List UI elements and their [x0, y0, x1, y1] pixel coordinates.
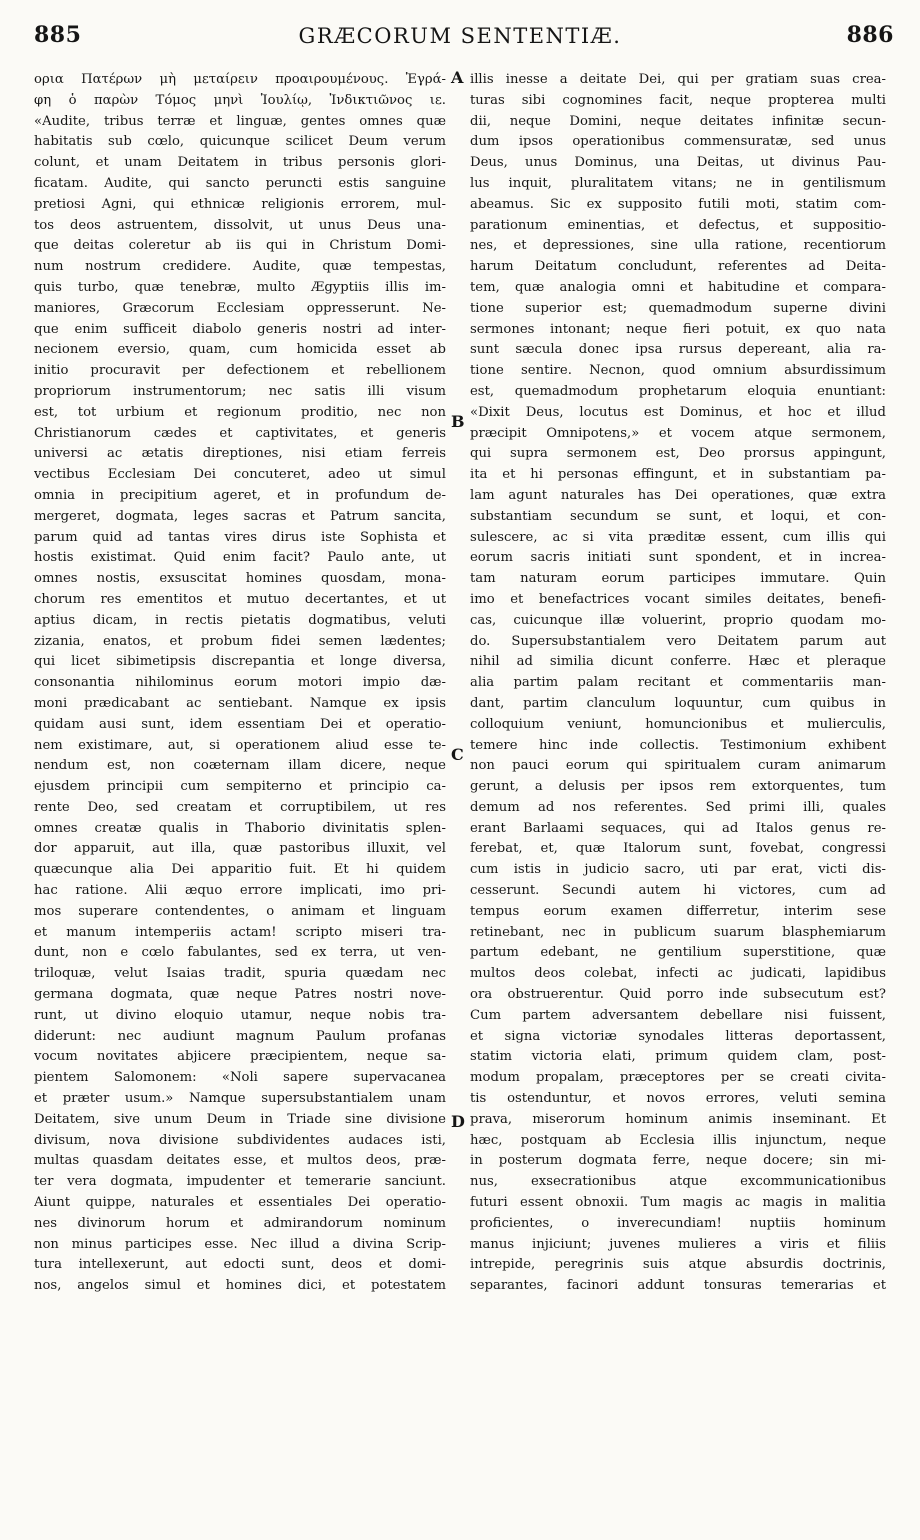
text-line: germana dogmata, quæ neque Patres nostri nove- [34, 987, 446, 1003]
text-line: sulescere, ac si vita præditæ essent, cum illis qui [470, 529, 886, 545]
right-column [470, 70, 886, 1532]
text-line: dum ipsos operationibus commensuratæ, sed unus [470, 134, 886, 150]
text-line: Deitatem, sive unum Deum in Triade sine divisione [34, 1111, 446, 1127]
text-line: mos superare contendentes, o animam et linguam [34, 903, 446, 919]
right-column-text [470, 70, 886, 1297]
text-line: hac ratione. Alii æquo errore implicati, imo pri- [34, 883, 446, 899]
text-line: hostis existimat. Quid enim facit? Paulo ante, ut [34, 550, 446, 566]
text-line: nos, angelos simul et homines dici, et potestatem [34, 1278, 446, 1294]
page-number-right: 886 [846, 22, 894, 48]
text-line: tem, quæ analogia omni et habitudine et compara- [470, 279, 886, 295]
section-marker-b: B [451, 412, 465, 431]
text-line: vocum novitates abjicere præcipientem, neque sa- [34, 1049, 446, 1065]
text-line: runt, ut divino eloquio utamur, neque nobis tra- [34, 1007, 446, 1023]
text-line: hæc, postquam ab Ecclesia illis injunctum, neque [470, 1132, 886, 1148]
text-line: Christianorum cædes et captivitates, et generis [34, 425, 446, 441]
text-line: cesserunt. Secundi autem hi victores, cum ad [470, 883, 886, 899]
text-line: rente Deo, sed creatam et corruptibilem, ut res [34, 799, 446, 815]
text-line: sunt sæcula donec ipsa rursus depereant, alia ra- [470, 342, 886, 358]
text-line: retinebant, nec in publicum suarum blasphemiarum [470, 924, 886, 940]
text-line: eorum sacris initiati sunt spondent, et in increa- [470, 550, 886, 566]
text-line: tam naturam eorum participes immutare. Quin [470, 571, 886, 587]
text-line: moni prædicabant ac sentiebant. Namque ex ipsis [34, 695, 446, 711]
text-line: dor apparuit, aut illa, quæ pastoribus illuxit, vel [34, 841, 446, 857]
text-line: substantiam secundum se sunt, et loqui, et con- [470, 508, 886, 524]
text-line: φη ὁ παρὼν Τόμος μηνὶ Ἰουλίῳ, Ἰνδικτιῶνος ιε. [34, 92, 446, 108]
text-line: harum Deitatum concludunt, referentes ad Deita- [470, 259, 886, 275]
text-line: ficatam. Audite, qui sancto peruncti estis sanguine [34, 175, 446, 191]
text-line: «Audite, tribus terræ et linguæ, gentes omnes quæ [34, 113, 446, 129]
text-line: que enim sufficeit diabolo generis nostri ad inter- [34, 321, 446, 337]
section-marker-d: D [451, 1112, 465, 1131]
text-line: prava, miserorum hominum animis inseminant. Et [470, 1111, 886, 1127]
text-line: aptius dicam, in rectis pietatis dogmatibus, veluti [34, 612, 446, 628]
text-line: habitatis sub cœlo, quicunque scilicet Deum verum [34, 134, 446, 150]
text-line: maniores, Græcorum Ecclesiam oppresserunt. Ne- [34, 300, 446, 316]
text-line: partum edebant, ne gentilium superstitione, quæ [470, 945, 886, 961]
text-line: ejusdem principii cum sempiterno et principio ca- [34, 779, 446, 795]
text-line: ferebat, et, quæ Italorum sunt, fovebat, congressi [470, 841, 886, 857]
text-line: qui licet sibimetipsis discrepantia et longe diversa, [34, 654, 446, 670]
text-line: turas sibi cognomines facit, neque propterea multi [470, 92, 886, 108]
text-line: parum quid ad tantas vires dirus iste Sophista et [34, 529, 446, 545]
text-line: Cum partem adversantem debellare nisi fuissent, [470, 1007, 886, 1023]
text-line: proficientes, o inverecundiam! nuptiis hominum [470, 1215, 886, 1231]
text-line: præcipit Omnipotens,» et vocem atque sermonem, [470, 425, 886, 441]
text-line: triloquæ, velut Isaias tradit, spuria quædam nec [34, 966, 446, 982]
text-line: qui supra sermonem est, Deo prorsus appingunt, [470, 446, 886, 462]
text-line: nihil ad similia dicunt conferre. Hæc et pleraque [470, 654, 886, 670]
text-line: omnes creatæ qualis in Thaborio divinitatis splen- [34, 820, 446, 836]
text-line: est, quemadmodum prophetarum eloquia enuntiant: [470, 383, 886, 399]
text-line: Aiunt quippe, naturales et essentiales Dei operatio- [34, 1195, 446, 1211]
left-column-text [34, 70, 446, 1297]
text-line: diderunt: nec audiunt magnum Paulum profanas [34, 1028, 446, 1044]
text-line: et manum intemperiis actam! scripto miseri tra- [34, 924, 446, 940]
text-line: non minus participes esse. Nec illud a divina Scrip- [34, 1236, 446, 1252]
text-line: pientem Salomonem: «Noli sapere supervacanea [34, 1070, 446, 1086]
text-line: et signa victoriæ synodales litteras deportassent, [470, 1028, 886, 1044]
text-line: abeamus. Sic ex supposito futili moti, statim com- [470, 196, 886, 212]
text-line: statim victoria elati, primum quidem clam, post- [470, 1049, 886, 1065]
text-line: tione sentire. Necnon, quod omnium absurdissimum [470, 363, 886, 379]
page-number-left: 885 [34, 22, 82, 48]
text-line: erant Barlaami sequaces, qui ad Italos genus re- [470, 820, 886, 836]
text-line: gerunt, a delusis per ipsos rem extorquentes, tum [470, 779, 886, 795]
text-line: colunt, et unam Deitatem in tribus personis glori- [34, 155, 446, 171]
text-line: dant, partim clanculum loquuntur, cum quibus in [470, 695, 886, 711]
text-line: dunt, non e cœlo fabulantes, sed ex terra, ut ven- [34, 945, 446, 961]
text-line: et præter usum.» Namque supersubstantialem unam [34, 1091, 446, 1107]
text-line: parationum eminentias, et defectus, et suppositio- [470, 217, 886, 233]
text-line: futuri essent obnoxii. Tum magis ac magis in malitia [470, 1195, 886, 1211]
text-line: omnia in precipitium ageret, et in profundum de- [34, 487, 446, 503]
text-line: separantes, facinori addunt tonsuras temerarias et [470, 1278, 886, 1294]
text-line: necionem eversio, quam, cum homicida esset ab [34, 342, 446, 358]
text-line: universi ac ætatis direptiones, nisi etiam ferreis [34, 446, 446, 462]
running-title: GRÆCORUM SENTENTIÆ. [298, 24, 622, 48]
text-line: dii, neque Domini, neque deitates infinitæ secun- [470, 113, 886, 129]
text-line: divisum, nova divisione subdividentes audaces isti, [34, 1132, 446, 1148]
text-line: lus inquit, pluralitatem vitans; ne in gentilismum [470, 175, 886, 191]
text-line: quæcunque alia Dei apparitio fuit. Et hi quidem [34, 862, 446, 878]
text-line: tura intellexerunt, aut edocti sunt, deos et domi- [34, 1257, 446, 1273]
text-line: manus injiciunt; juvenes mulieres a viris et filiis [470, 1236, 886, 1252]
text-line: in posterum dogmata ferre, neque docere; sin mi- [470, 1153, 886, 1169]
page-header [0, 0, 920, 62]
text-line: multos deos colebat, infecti ac judicati, lapidibus [470, 966, 886, 982]
text-line: zizania, enatos, et probum fidei semen lædentes; [34, 633, 446, 649]
text-line: ter vera dogmata, impudenter et temerarie sanciunt. [34, 1174, 446, 1190]
text-line: est, tot urbium et regionum proditio, nec non [34, 404, 446, 420]
left-column [34, 70, 446, 1532]
text-line: quis turbo, quæ tenebræ, multo Ægyptiis illis im- [34, 279, 446, 295]
text-line: tempus eorum examen differretur, interim sese [470, 903, 886, 919]
text-line: cas, cuicunque illæ voluerint, proprio quodam mo- [470, 612, 886, 628]
text-line: nes, et depressiones, sine ulla ratione, recentiorum [470, 238, 886, 254]
text-line: quidam ausi sunt, idem essentiam Dei et operatio- [34, 716, 446, 732]
text-line: modum propalam, præceptores per se creati civita- [470, 1070, 886, 1086]
text-line: do. Supersubstantialem vero Deitatem parum aut [470, 633, 886, 649]
section-marker-a: A [451, 68, 464, 87]
text-line: nus, exsecrationibus atque excommunicationibus [470, 1174, 886, 1190]
text-line: chorum res ementitos et mutuo decertantes, et ut [34, 591, 446, 607]
text-line: ορια Πατέρων μὴ μεταίρειν προαιρουμένους. Ἐγρά- [34, 72, 446, 87]
text-line: multas quasdam deitates esse, et multos deos, præ- [34, 1153, 446, 1169]
section-marker-c: C [451, 745, 464, 764]
text-line: pretiosi Agni, qui ethnicæ religionis errorem, mul- [34, 196, 446, 212]
text-line: nendum est, non coæternam illam dicere, neque [34, 758, 446, 774]
text-line: ita et hi personas effingunt, et in substantiam pa- [470, 467, 886, 483]
text-line: mergeret, dogmata, leges sacras et Patrum sancita, [34, 508, 446, 524]
text-line: «Dixit Deus, locutus est Dominus, et hoc et illud [470, 404, 886, 420]
text-line: temere hinc inde collectis. Testimonium exhibent [470, 737, 886, 753]
text-line: imo et benefactrices vocant similes deitates, benefi- [470, 591, 886, 607]
text-line: consonantia nihilominus eorum motori impio dæ- [34, 675, 446, 691]
text-line: num nostrum credidere. Audite, quæ tempestas, [34, 259, 446, 275]
text-line: tione superior est; quemadmodum superne divini [470, 300, 886, 316]
text-line: initio procuravit per defectionem et rebellionem [34, 363, 446, 379]
text-line: nem existimare, aut, si operationem aliud esse te- [34, 737, 446, 753]
text-line: vectibus Ecclesiam Dei concuteret, adeo ut simul [34, 467, 446, 483]
text-line: cum istis in judicio sacro, uti par erat, victi dis- [470, 862, 886, 878]
text-line: nes divinorum horum et admirandorum nominum [34, 1215, 446, 1231]
text-line: alia partim palam recitant et commentariis man- [470, 675, 886, 691]
text-line: intrepide, peregrinis suis atque absurdis doctrinis, [470, 1257, 886, 1273]
text-line: propriorum instrumentorum; nec satis illi visum [34, 383, 446, 399]
text-line: ora obstruerentur. Quid porro inde subsecutum est? [470, 987, 886, 1003]
text-line: illis inesse a deitate Dei, qui per gratiam suas crea- [470, 72, 886, 87]
text-line: demum ad nos referentes. Sed primi illi, quales [470, 799, 886, 815]
text-line: lam agunt naturales has Dei operationes, quæ extra [470, 487, 886, 503]
text-line: Deus, unus Dominus, una Deitas, ut divinus Pau- [470, 155, 886, 171]
text-line: que deitas coleretur ab iis qui in Christum Domi- [34, 238, 446, 254]
text-line: colloquium veniunt, homuncionibus et mulierculis, [470, 716, 886, 732]
text-line: non pauci eorum qui spiritualem curam animarum [470, 758, 886, 774]
text-line: omnes nostis, exsuscitat homines quosdam, mona- [34, 571, 446, 587]
text-line: tos deos astruentem, dissolvit, ut unus Deus una- [34, 217, 446, 233]
text-line: tis ostenduntur, et novos errores, veluti semina [470, 1091, 886, 1107]
text-line: sermones intonant; neque fieri potuit, ex quo nata [470, 321, 886, 337]
